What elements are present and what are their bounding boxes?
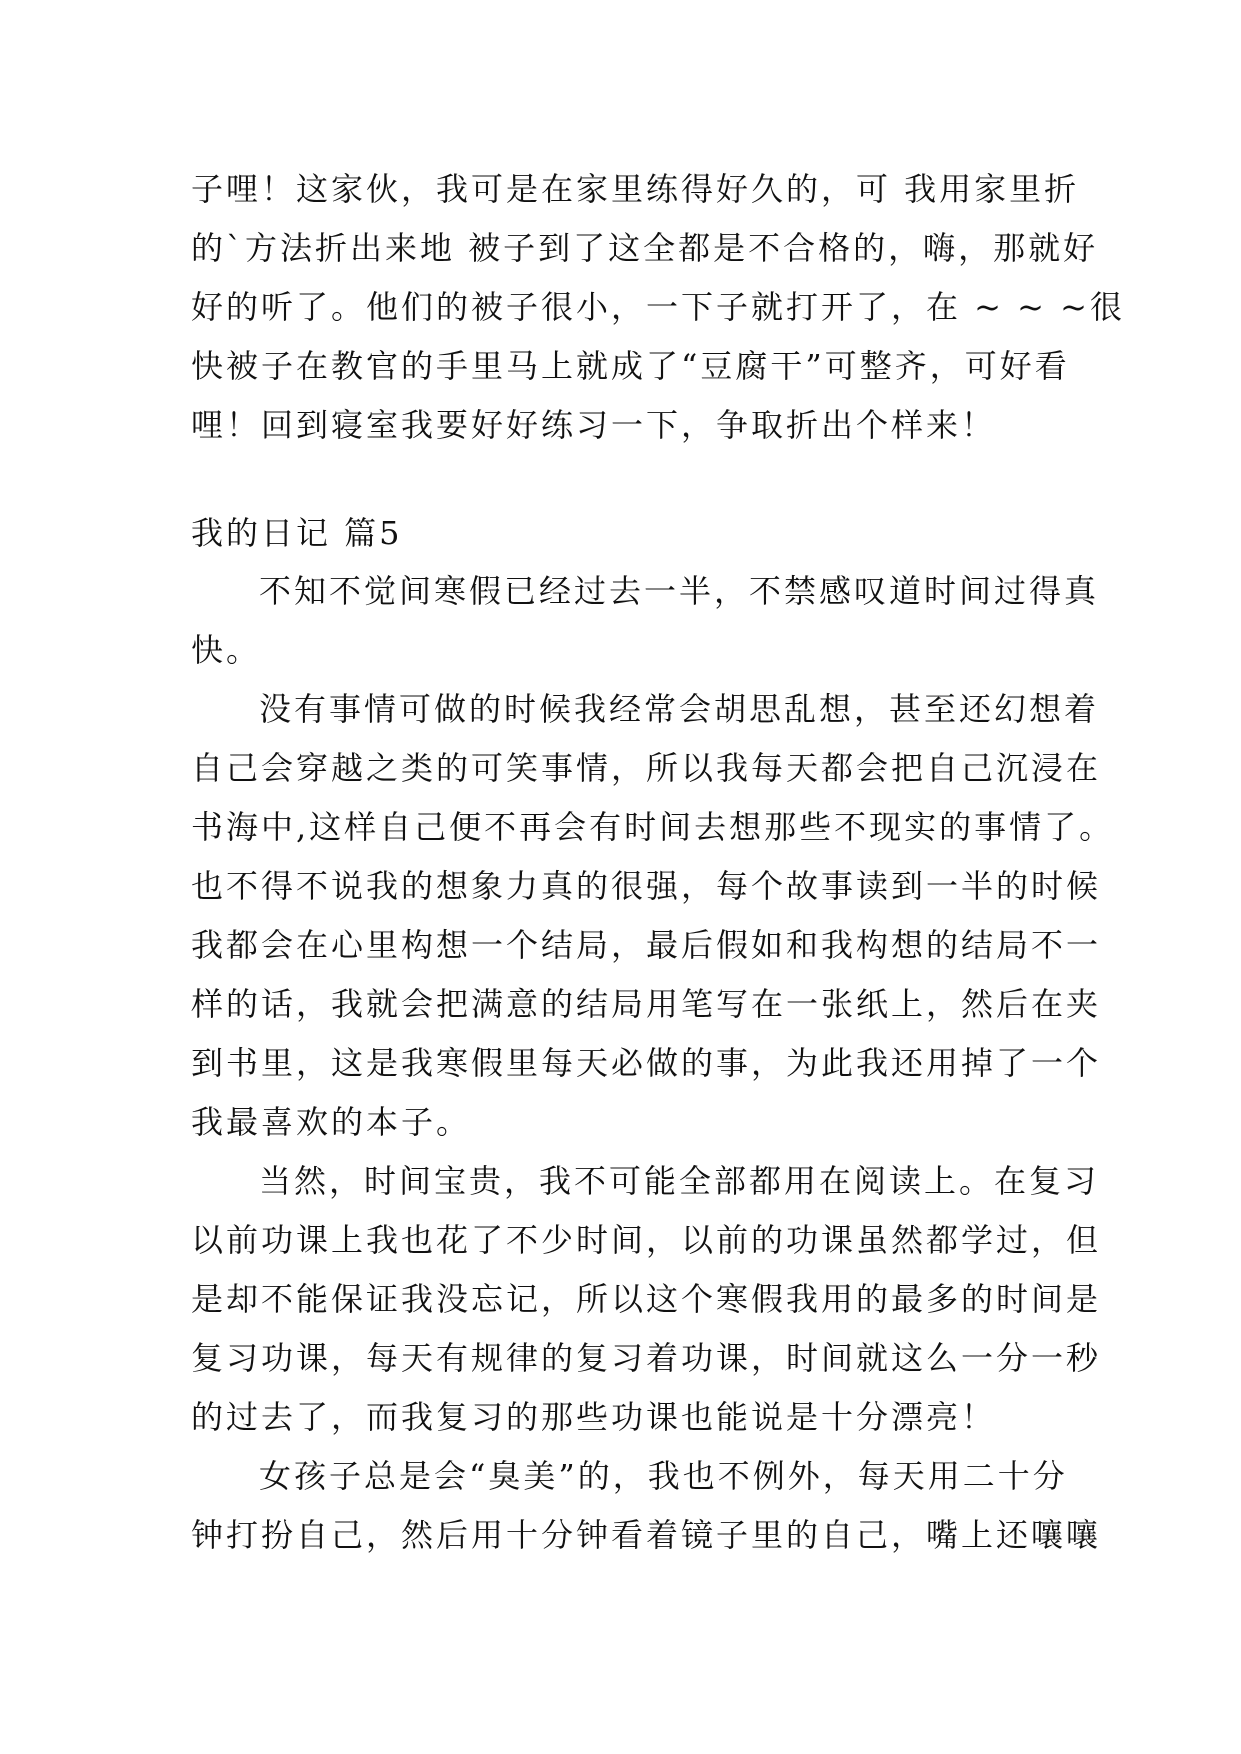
text-line: 是却不能保证我没忘记，所以这个寒假我用的最多的时间是 (191, 1280, 1102, 1318)
text-line: 哩！回到寝室我要好好练习一下，争取折出个样来！ (191, 406, 997, 444)
text-line: 自己会穿越之类的可笑事情，所以我每天都会把自己沉浸在 (191, 749, 1102, 787)
section-heading-block (191, 504, 1051, 563)
text-line: 的`方法折出来地 被子到了这全都是不合格的，嗨，那就好 (191, 229, 1099, 267)
diary-body (191, 562, 1115, 1565)
text-line: 钟打扮自己，然后用十分钟看着镜子里的自己，嘴上还嚷嚷 (191, 1516, 1102, 1554)
text-line: 书海中,这样自己便不再会有时间去想那些不现实的事情了。 (191, 808, 1115, 846)
text-line: 我最喜欢的本子。 (191, 1103, 472, 1141)
text-line: 的过去了，而我复习的那些功课也能说是十分漂亮！ (191, 1398, 997, 1436)
text-line: 子哩！这家伙，我可是在家里练得好久的，可 我用家里折 (191, 170, 1080, 208)
section-heading: 我的日记 篇5 (191, 514, 403, 552)
text-line: 样的话，我就会把满意的结局用笔写在一张纸上，然后在夹 (191, 985, 1102, 1023)
text-line: 到书里，这是我寒假里每天必做的事，为此我还用掉了一个 (191, 1044, 1102, 1082)
paragraph-first-line: 当然，时间宝贵，我不可能全部都用在阅读上。在复习 (259, 1162, 1100, 1200)
text-line: 好的听了。他们的被子很小，一下子就打开了，在 ~ ~ ~很 (191, 288, 1125, 326)
paragraph-first-line: 没有事情可做的时候我经常会胡思乱想，甚至还幻想着 (259, 690, 1100, 728)
text-line: 也不得不说我的想象力真的很强，每个故事读到一半的时候 (191, 867, 1102, 905)
intro-paragraph (191, 160, 1125, 455)
paragraph-first-line: 不知不觉间寒假已经过去一半，不禁感叹道时间过得真 (259, 572, 1100, 610)
text-line: 快。 (191, 631, 262, 669)
text-line: 我都会在心里构想一个结局，最后假如和我构想的结局不一 (191, 926, 1102, 964)
text-line: 复习功课，每天有规律的复习着功课，时间就这么一分一秒 (191, 1339, 1102, 1377)
text-line: 快被子在教官的手里马上就成了“豆腐干”可整齐，可好看 (191, 347, 1070, 385)
text-line: 以前功课上我也花了不少时间，以前的功课虽然都学过，但 (191, 1221, 1102, 1259)
paragraph-first-line: 女孩子总是会“臭美”的，我也不例外，每天用二十分 (259, 1457, 1068, 1495)
